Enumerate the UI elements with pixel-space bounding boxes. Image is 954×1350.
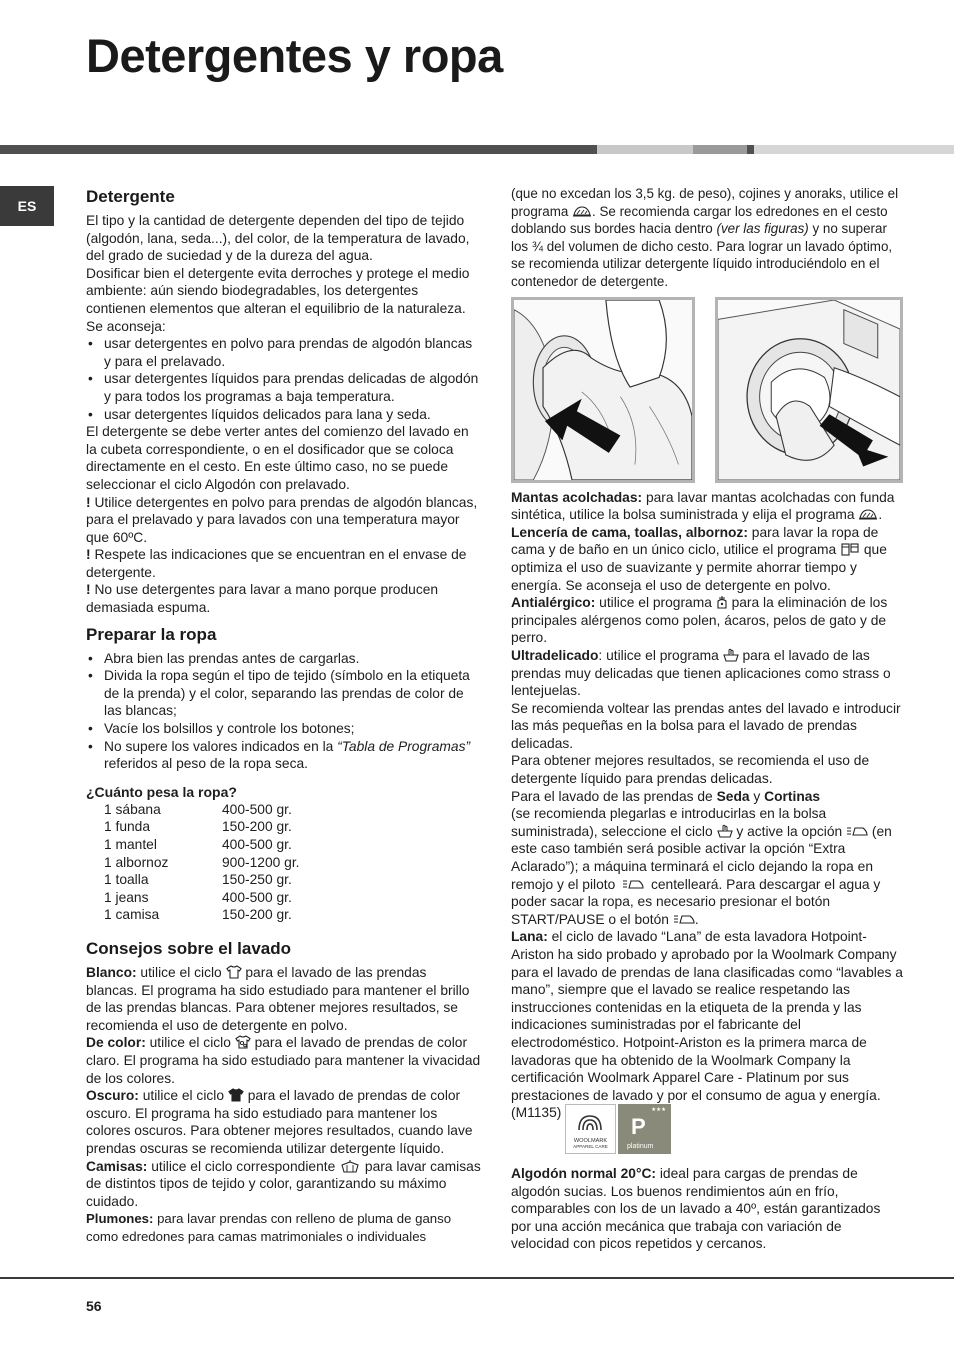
weights-heading: ¿Cuánto pesa la ropa? xyxy=(86,783,237,800)
illustration-loading-duvet-front xyxy=(511,297,695,483)
consejo-label: Blanco: xyxy=(86,964,137,980)
dark-shirt-icon xyxy=(228,1088,244,1102)
warning-mark: ! xyxy=(86,547,91,563)
anti-crease-icon xyxy=(673,912,695,926)
illustration-row xyxy=(511,297,903,483)
table-row xyxy=(104,854,299,872)
mejores-paragraph: Para obtener mejores resultados, se recomienda el uso de detergente líquido para prendas delicadas. xyxy=(511,753,870,787)
paragraph-text: (se recomienda plegarlas e introducirlas en la bolsa suministrada), seleccione el ciclo xyxy=(511,806,827,839)
weight-item: 1 toalla xyxy=(104,872,149,888)
list-item: • Divida la ropa según el tipo de tejido (símbolo en la etiqueta de la prenda) y el color, separando las prendas de color de las blancas; xyxy=(86,667,481,720)
weight-value: 150-200 gr. xyxy=(222,907,292,923)
consejo-blanco xyxy=(86,964,481,1034)
list-item: • usar detergentes líquidos para prendas delicadas de algodón y para todos los programas a baja temperatura. xyxy=(86,370,481,405)
language-tab: ES xyxy=(0,186,54,226)
preparar-bullet-list xyxy=(86,650,481,773)
consejo-label: Oscuro: xyxy=(86,1088,139,1104)
duvet-icon xyxy=(858,507,878,521)
table-row xyxy=(104,836,299,854)
warning-mark: ! xyxy=(86,494,91,510)
header-bar-dark xyxy=(0,145,597,154)
paragraph-text: : utilice el programa xyxy=(598,647,723,663)
duvet-icon xyxy=(572,204,592,218)
consejo-label: Camisas: xyxy=(86,1158,148,1174)
illustration-folding-duvet-top xyxy=(715,297,903,483)
list-item xyxy=(86,738,481,773)
algodon-paragraph xyxy=(511,1165,903,1253)
weight-item: 1 camisa xyxy=(104,907,160,923)
paragraph-text: (en este caso también será posible activar la opción “Extra Aclarado”); a máquina terminará el ciclo dejando la ropa en remojo y el piloto xyxy=(511,823,892,892)
consejo-text: para el lavado de las prendas blancas. El programa ha sido estudiado para mantener el brillo de las prendas blancas. Para obtener mejores resultados, se recomienda el uso de detergente en polvo. xyxy=(86,964,470,1033)
consejo-color xyxy=(86,1034,481,1087)
weight-value: 400-500 gr. xyxy=(222,837,292,852)
section-heading-preparar: Preparar la ropa xyxy=(86,624,217,644)
page-number: 56 xyxy=(86,1298,102,1314)
mantas-paragraph xyxy=(511,489,903,524)
paragraph-text: utilice el programa xyxy=(595,595,716,611)
weight-item: 1 jeans xyxy=(104,889,149,905)
paragraph-text: para la eliminación de los principales alérgenos como polen, ácaros, pelos de gato y de perro. xyxy=(511,595,888,646)
detergente-paragraph-4: El detergente se debe verter antes del comienzo del lavado en la cubeta correspondiente, o en el dosificador que se coloca directamente en el cesto. En este último caso, no se puede seleccionar el ciclo Algodón con prelavado. xyxy=(86,424,469,492)
paragraph-label: Seda xyxy=(716,788,750,804)
paragraph-text: Para el lavado de las prendas de xyxy=(511,788,717,804)
section-heading-detergente: Detergente xyxy=(86,187,175,206)
platinum-text: platinum xyxy=(627,1143,654,1151)
right-column xyxy=(511,185,903,1253)
platinum-letter: P xyxy=(631,1114,647,1140)
detergente-bullet-list xyxy=(86,335,481,423)
detergente-paragraph-2: Dosificar bien el detergente evita derroches y protege el medio ambiente: aún siendo biodegradables, los detergentes contienen elementos que alteran el equilibrio de la naturaleza. xyxy=(86,265,470,316)
paragraph-text: y no superar los ¾ del volumen de dicho cesto. Para lograr un lavado óptimo, se recomienda utilizar detergente líquido introduciéndolo en el contenedor de detergente. xyxy=(511,221,893,289)
ultradelicado-paragraph xyxy=(511,647,903,700)
paragraph-text: para lavar la ropa de cama y de baño en un único ciclo, utilice el programa xyxy=(511,524,879,558)
table-row xyxy=(104,871,299,889)
table-row xyxy=(104,889,299,907)
section-heading-consejos: Consejos sobre el lavado xyxy=(86,938,292,958)
header-bar-light xyxy=(597,145,693,154)
paragraph-text: y active la opción xyxy=(732,823,847,839)
paragraph-text: . xyxy=(694,911,699,927)
handwash-delicate-icon xyxy=(723,648,739,662)
consejo-label: Plumones: xyxy=(86,1211,154,1227)
towels-icon xyxy=(840,542,860,556)
platinum-stars: ★★★ xyxy=(651,1107,667,1114)
paragraph-text: y xyxy=(749,788,765,804)
list-item: • Abra bien las prendas antes de cargarlas. xyxy=(86,650,481,668)
paragraph-text: ideal para cargas de prendas de algodón sucias. Los buenos rendimientos aún en frío, comparables con los de un lavado a 40º, están garantizados por una acción mecánica que trabaja con variación de velocidad con picos repetidos y cercanos. xyxy=(511,1165,881,1252)
weight-value: 400-500 gr. xyxy=(222,889,292,905)
paragraph-label: Algodón normal 20°C: xyxy=(511,1165,657,1181)
warning-3 xyxy=(86,581,481,616)
list-item-text: No supere los valores indicados en la xyxy=(104,738,338,754)
header-bar-dark-small xyxy=(747,145,754,154)
weight-item: 1 albornoz xyxy=(104,854,169,870)
paragraph-italic: (ver las figuras) xyxy=(716,221,809,237)
paragraph-label: Mantas acolchadas: xyxy=(511,489,643,505)
header-bar-light-end xyxy=(754,145,954,154)
weights-table xyxy=(104,801,299,924)
consejo-text: utilice el ciclo xyxy=(138,1088,228,1104)
consejo-text: para lavar prendas con relleno de pluma de ganso como edredones para camas matrimoniales o individuales xyxy=(86,1211,452,1244)
paragraph-label: Lencería de cama, toallas, albornoz: xyxy=(511,524,748,540)
warning-1 xyxy=(86,494,481,547)
color-shirt-icon xyxy=(235,1035,251,1049)
paragraph-label: Cortinas xyxy=(764,788,821,804)
handwash-delicate-icon xyxy=(717,824,733,838)
consejo-text: para el lavado de prendas de color claro. El programa ha sido estudiado para mantener la vivacidad de los colores. xyxy=(86,1035,481,1086)
list-item-text: referidos al peso de la ropa seca. xyxy=(104,756,309,772)
warning-text: Utilice detergentes en polvo para prendas de algodón blancas, para el prelavado y para lavados con una temperatura mayor que 60ºC. xyxy=(86,494,478,545)
paragraph-text: el ciclo de lavado “Lana” de esta lavadora Hotpoint-Ariston ha sido probado y aprobado por la Woolmark Company para el lavado de prendas de lana clasificadas como “lavables a mano”, siempre que el lavado se realice respetando las instrucciones contenidas en la etiqueta de la prenda y las indicaciones suministradas por el fabricante del electrodoméstico. Hotpoint-Ariston es la primera marca de lavadoras que ha obtenido de la Woolmark Company la certificación Woolmark Apparel Care - Platinum por sus prestaciones de lavado y por el consumo de agua y energía. (M1135) xyxy=(511,929,903,1121)
list-item-italic: “Tabla de Programas” xyxy=(337,738,471,754)
lenceria-paragraph xyxy=(511,524,903,594)
consejo-text: para lavar camisas de distintos tipos de tejido y color, garantizando su máximo cuidado. xyxy=(86,1158,481,1209)
shirts-hanger-icon xyxy=(339,1159,361,1173)
consejo-label: De color: xyxy=(86,1035,146,1051)
footer-divider xyxy=(0,1277,954,1279)
paragraph-label: Antialérgico: xyxy=(511,595,596,611)
weight-value: 900-1200 gr. xyxy=(222,854,300,870)
paragraph-text: para lavar mantas acolchadas con funda sintética, utilice la bolsa suministrada y elija el programa xyxy=(511,489,895,523)
weight-value: 400-500 gr. xyxy=(222,801,292,817)
consejo-camisas xyxy=(86,1158,481,1211)
paragraph-text: para el lavado de las prendas muy delicadas que tienen aplicaciones como strass o lentejuelas. xyxy=(511,647,891,699)
warning-text: No use detergentes para lavar a mano porque producen demasiada espuma. xyxy=(86,582,439,616)
consejo-text: utilice el ciclo xyxy=(145,1035,235,1051)
consejo-text: para el lavado de prendas de color oscuro. El programa ha sido estudiado para mantener los colores oscuros. Para obtener mejores resultados, cuando lave prendas oscuras se recomienda utilizar detergente líquido. xyxy=(86,1088,473,1156)
warning-text: Respete las indicaciones que se encuentran en el envase de detergente. xyxy=(86,547,467,580)
consejo-text: utilice el ciclo correspondiente xyxy=(147,1158,340,1174)
anti-crease-icon xyxy=(619,877,647,891)
weight-item: 1 mantel xyxy=(104,837,157,852)
list-item: • Vacíe los bolsillos y controle los botones; xyxy=(86,720,481,738)
voltear-paragraph: Se recomienda voltear las prendas antes del lavado e introducir las más pequeñas en la bolsa para el lavado de prendas delicadas. xyxy=(511,700,901,751)
list-item: • usar detergentes en polvo para prendas de algodón blancas y para el prelavado. xyxy=(86,335,481,370)
weight-value: 150-250 gr. xyxy=(222,872,292,888)
weight-item: 1 sábana xyxy=(104,801,161,817)
consejo-text: utilice el ciclo xyxy=(136,964,226,980)
paragraph-text: centelleará. Para descargar el agua y poder sacar la ropa, es necesario presionar el botón START/PAUSE o el botón xyxy=(511,876,881,927)
anti-crease-icon xyxy=(846,824,868,838)
white-shirt-icon xyxy=(226,965,242,979)
detergente-paragraph-3: Se aconseja: xyxy=(86,318,166,334)
lana-paragraph xyxy=(511,928,903,1159)
warning-2 xyxy=(86,546,481,581)
warning-mark: ! xyxy=(86,582,91,598)
antialergico-paragraph xyxy=(511,594,903,647)
weight-value: 150-200 gr. xyxy=(222,819,292,835)
woolmark-text-2: APPAREL CARE xyxy=(573,1144,609,1150)
certification-logos xyxy=(565,1104,671,1159)
detergente-paragraph-1: El tipo y la cantidad de detergente dependen del tipo de tejido (algodón, lana, seda...), del color, de la temperatura de lavado, del grado de suciedad y de la dureza del agua. xyxy=(86,213,470,264)
table-row xyxy=(104,801,299,819)
anti-allergy-icon xyxy=(716,595,728,609)
page-title: Detergentes y ropa xyxy=(86,29,503,82)
list-item: • usar detergentes líquidos delicados para lana y seda. xyxy=(86,406,481,424)
paragraph-text: (que no excedan los 3,5 kg. de peso), cojines y anoraks, utilice el programa xyxy=(511,186,899,219)
seda-cortinas-paragraph xyxy=(511,788,903,929)
paragraph-label: Lana: xyxy=(511,929,548,945)
paragraph-text: . Se recomienda cargar los edredones en el cesto doblando sus bordes hacia dentro xyxy=(511,203,888,237)
paragraph-label: Ultradelicado xyxy=(511,647,599,663)
consejo-oscuro xyxy=(86,1087,481,1157)
table-row xyxy=(104,818,299,836)
consejo-plumones xyxy=(86,1210,481,1245)
paragraph-text: . xyxy=(878,507,883,523)
weight-item: 1 funda xyxy=(104,819,151,835)
plumones-continued xyxy=(511,185,903,291)
table-row xyxy=(104,906,299,924)
woolmark-text-1: WOOLMARK xyxy=(574,1138,608,1145)
header-bar-mid xyxy=(693,145,747,154)
paragraph-text: que optimiza el uso de suavizante y permite ahorrar tiempo y energía. Se aconseja el uso de detergente en polvo. xyxy=(511,542,887,593)
left-column xyxy=(86,186,481,1245)
woolmark-platinum-logo xyxy=(565,1104,671,1154)
